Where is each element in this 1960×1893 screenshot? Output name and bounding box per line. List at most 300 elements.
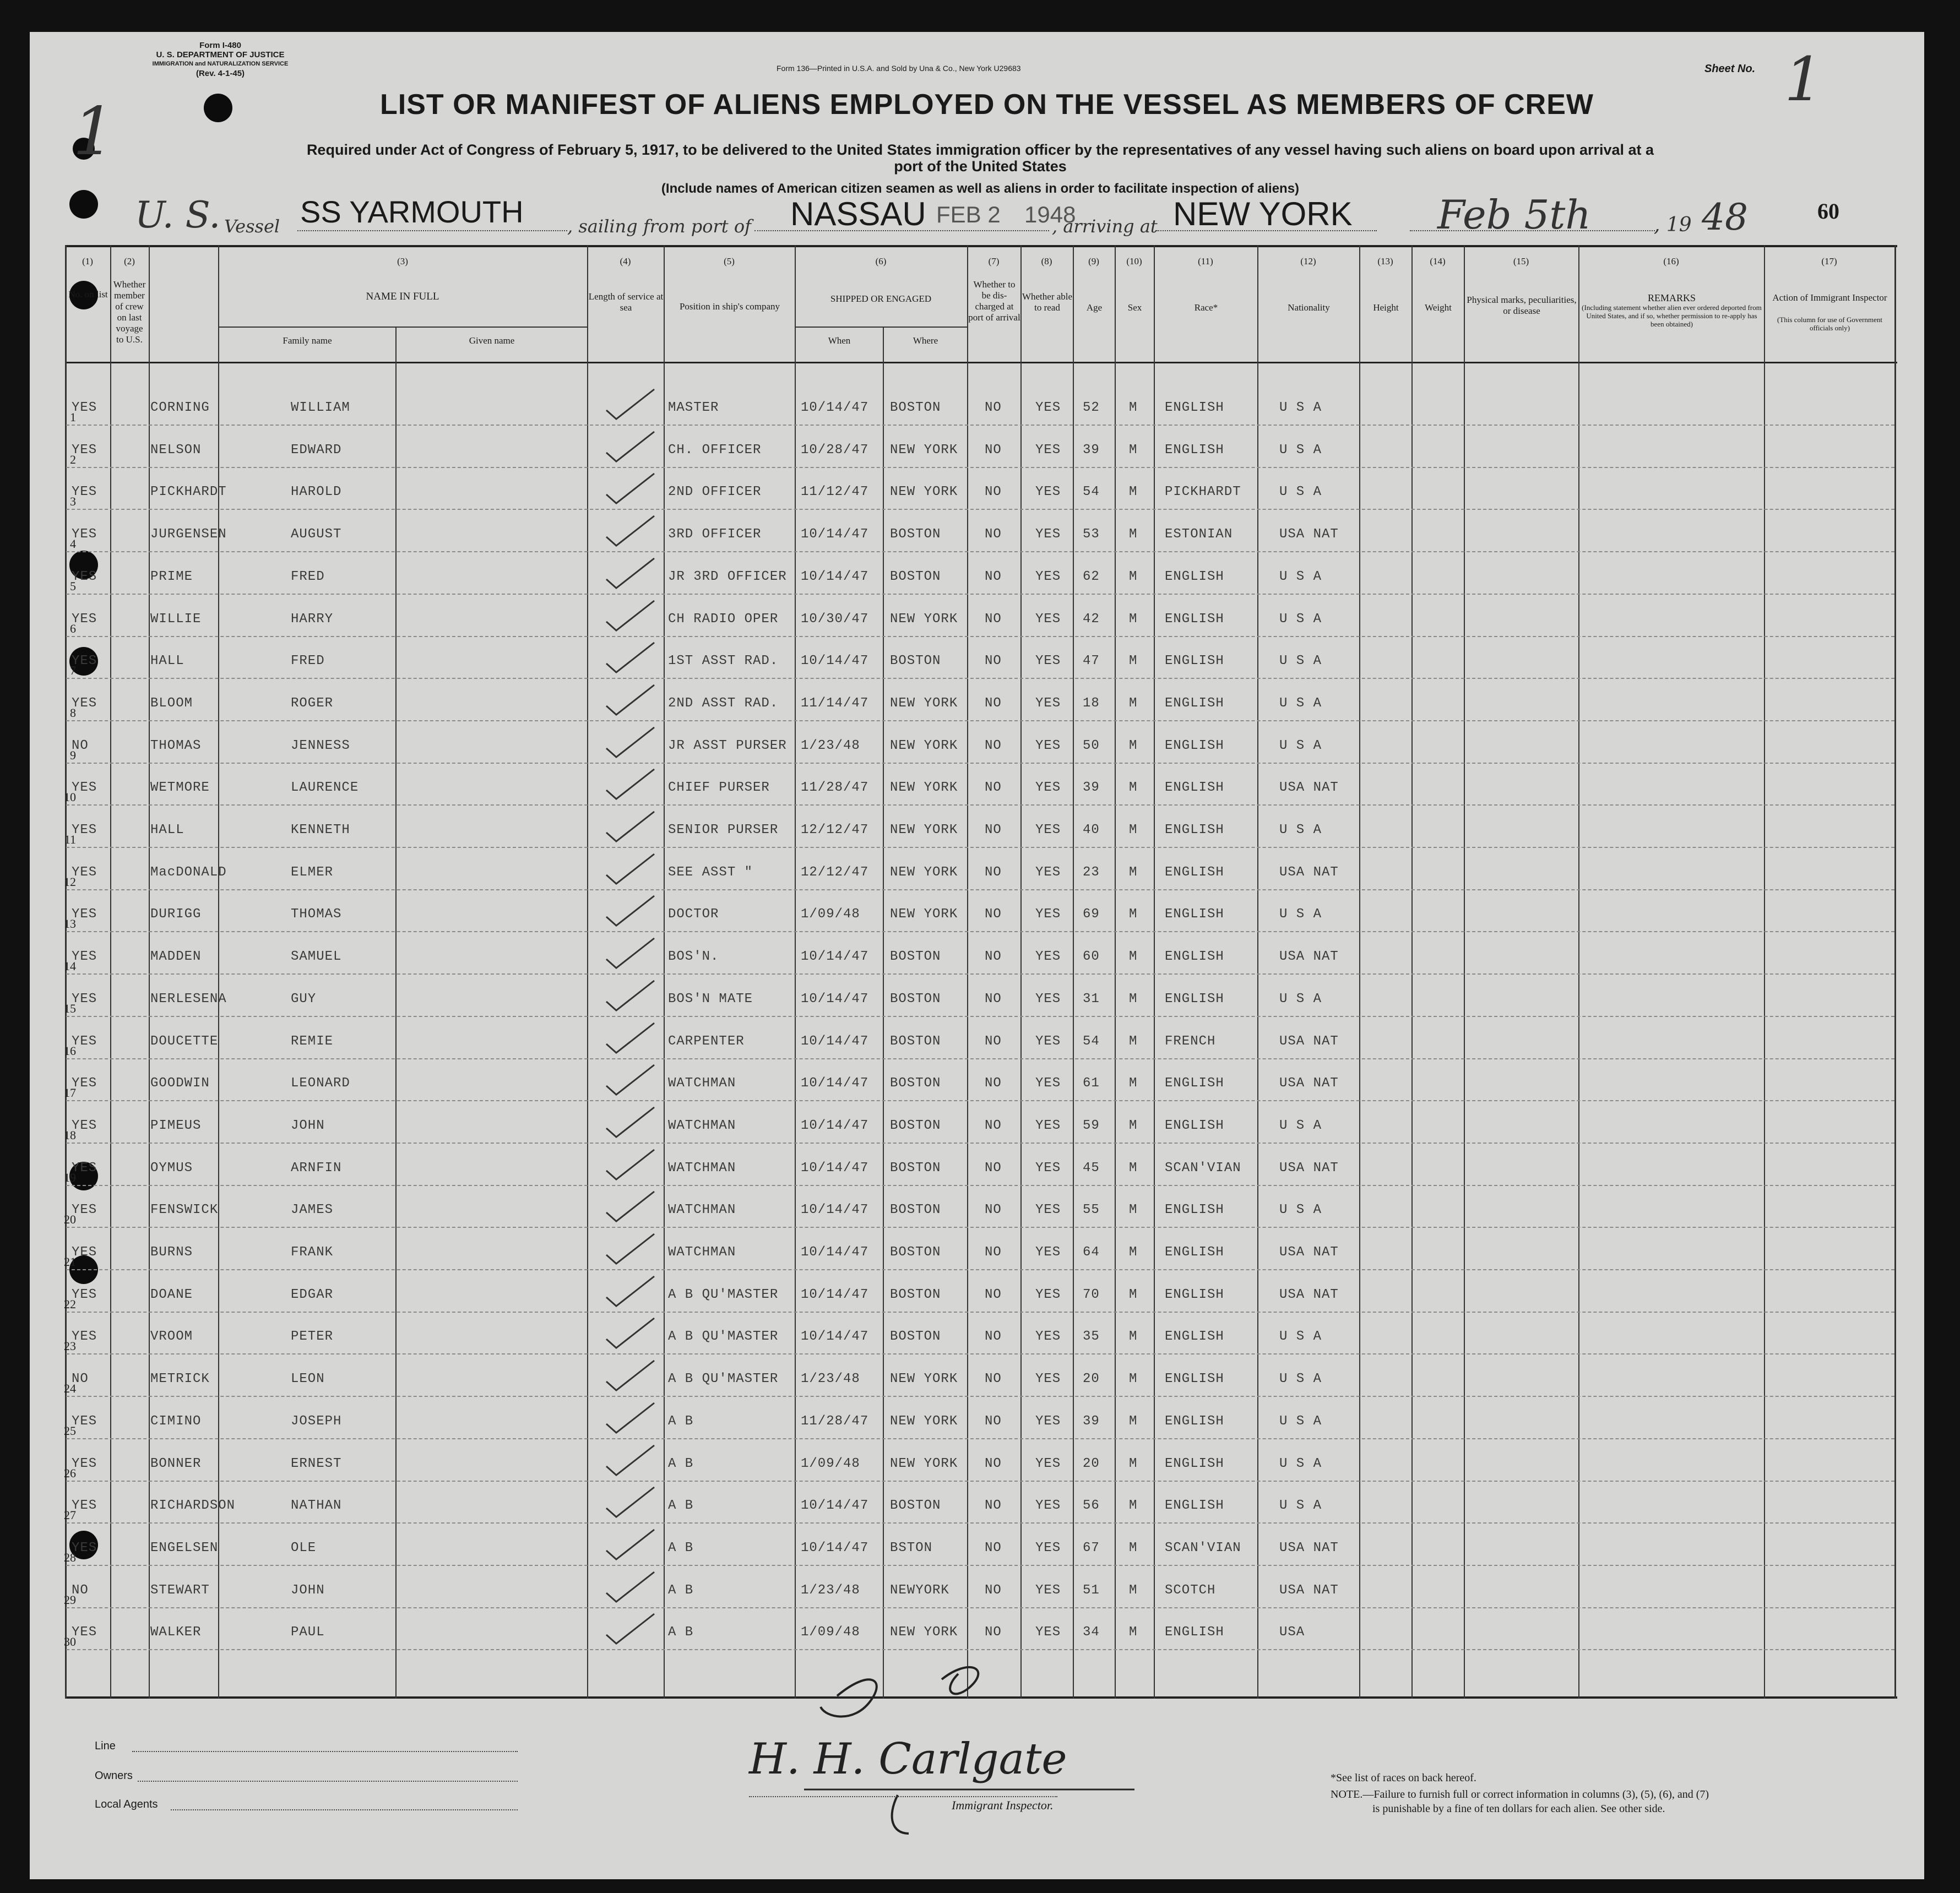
table-row <box>65 637 1897 679</box>
cell-able-to-read: YES <box>1035 1076 1061 1091</box>
cell-voyage: YES <box>72 1033 97 1049</box>
cell-family-name: DOUCETTE <box>150 1033 219 1049</box>
row-rule <box>66 467 1894 468</box>
cell-given-name: ARNFIN <box>291 1160 342 1176</box>
cell-discharge: NO <box>985 485 1002 500</box>
cell-position: BOS'N. <box>668 949 719 965</box>
check-mark-icon <box>602 725 657 758</box>
check-mark-icon <box>602 1063 657 1096</box>
col-number: (4) <box>620 256 631 266</box>
cell-voyage: YES <box>72 611 97 627</box>
cell-voyage: NO <box>72 1372 89 1387</box>
cell-given-name: SAMUEL <box>291 949 342 965</box>
cell-able-to-read: YES <box>1035 485 1061 500</box>
cell-voyage: YES <box>72 485 97 500</box>
cell-discharge: NO <box>985 1625 1002 1640</box>
cell-race: ENGLISH <box>1165 1372 1224 1387</box>
col-number: (15) <box>1513 256 1529 266</box>
cell-position: 2ND ASST RAD. <box>668 695 779 711</box>
cell-age: 60 <box>1083 949 1100 965</box>
cell-nationality: USA NAT <box>1279 1540 1339 1555</box>
cell-nationality: USA NAT <box>1279 864 1339 880</box>
cell-sex: M <box>1129 1498 1138 1514</box>
cell-position: WATCHMAN <box>668 1118 736 1133</box>
cell-age: 39 <box>1083 1413 1100 1429</box>
cell-shipped-where: BOSTON <box>890 1498 941 1514</box>
table-row <box>65 890 1897 932</box>
vessel-underline <box>297 230 567 231</box>
cell-shipped-where: NEW YORK <box>890 695 958 711</box>
cell-sex: M <box>1129 1203 1138 1218</box>
cell-given-name: FRANK <box>291 1245 334 1260</box>
cell-sex: M <box>1129 1456 1138 1471</box>
header-shipped-engaged: SHIPPED OR ENGAGED <box>830 293 932 304</box>
table-row <box>65 1355 1897 1397</box>
cell-nationality: U S A <box>1279 991 1322 1007</box>
port-from-underline <box>754 230 1049 231</box>
cell-given-name: EDWARD <box>291 442 342 458</box>
row-number: 27 <box>64 1508 76 1522</box>
table-row <box>65 1144 1897 1186</box>
cell-shipped-when: 1/23/48 <box>801 1372 860 1387</box>
cell-shipped-where: BOSTON <box>890 1076 941 1091</box>
vessel-prefix: U. S. <box>135 194 221 236</box>
cell-sex: M <box>1129 991 1138 1007</box>
cell-shipped-when: 10/14/47 <box>801 1498 869 1514</box>
cell-voyage: YES <box>72 991 97 1007</box>
header-no-on-list: No. on list <box>68 289 108 300</box>
check-mark-icon <box>602 1147 657 1181</box>
table-row <box>65 1482 1897 1524</box>
cell-able-to-read: YES <box>1035 1498 1061 1514</box>
cell-shipped-when: 1/09/48 <box>801 1456 860 1471</box>
cell-nationality: USA NAT <box>1279 1033 1339 1049</box>
cell-discharge: NO <box>985 1076 1002 1091</box>
row-number: 28 <box>64 1550 76 1564</box>
check-mark-icon <box>602 809 657 842</box>
cell-family-name: FENSWICK <box>150 1203 219 1218</box>
agents-label: Local Agents <box>95 1798 158 1810</box>
cell-discharge: NO <box>985 1413 1002 1429</box>
cell-discharge: NO <box>985 780 1002 796</box>
cell-shipped-when: 10/30/47 <box>801 611 869 627</box>
header-remarks: REMARKS <box>1647 292 1696 303</box>
name-subheader-rule <box>218 327 587 328</box>
cell-age: 51 <box>1083 1582 1100 1598</box>
cell-given-name: GUY <box>291 991 317 1007</box>
punch-hole <box>204 94 232 122</box>
cell-family-name: HALL <box>150 823 184 837</box>
cell-given-name: JOHN <box>291 1118 325 1133</box>
form-number: Form I-480 <box>199 41 241 50</box>
cell-voyage: YES <box>72 1456 97 1471</box>
cell-able-to-read: YES <box>1035 1582 1061 1598</box>
check-mark-icon <box>602 683 657 716</box>
cell-nationality: U S A <box>1279 695 1322 711</box>
cell-shipped-when: 10/14/47 <box>801 1076 869 1091</box>
cell-voyage: YES <box>72 907 97 922</box>
cell-sex: M <box>1129 654 1138 669</box>
cell-nationality: USA NAT <box>1279 949 1339 965</box>
cell-race: ENGLISH <box>1165 654 1224 669</box>
cell-family-name: WILLIE <box>150 611 202 627</box>
cell-race: ENGLISH <box>1165 1625 1224 1640</box>
printer-note: Form 136—Printed in U.S.A. and Sold by Una & Co., New York U29683 <box>777 64 1021 73</box>
cell-discharge: NO <box>985 695 1002 711</box>
cell-shipped-where: BOSTON <box>890 1203 941 1218</box>
cell-age: 55 <box>1083 1203 1100 1218</box>
header-height: Height <box>1373 302 1399 313</box>
cell-race: ENGLISH <box>1165 991 1224 1007</box>
cell-shipped-when: 10/14/47 <box>801 1118 869 1133</box>
cell-family-name: GOODWIN <box>150 1076 210 1091</box>
cell-able-to-read: YES <box>1035 823 1061 837</box>
cell-able-to-read: YES <box>1035 654 1061 669</box>
row-rule <box>66 804 1894 806</box>
cell-voyage: YES <box>72 1076 97 1091</box>
cell-voyage: YES <box>72 1203 97 1218</box>
year-prefix: , 19 <box>1654 214 1692 236</box>
cell-shipped-where: BSTON <box>890 1540 933 1555</box>
cell-family-name: THOMAS <box>150 738 202 753</box>
check-mark-icon <box>602 1232 657 1265</box>
cell-position: A B <box>668 1625 694 1640</box>
row-rule <box>66 1016 1894 1017</box>
cell-nationality: U S A <box>1279 654 1322 669</box>
row-number: 10 <box>64 790 76 804</box>
signature-underline <box>749 1796 1057 1797</box>
cell-voyage: YES <box>72 1329 97 1345</box>
cell-sex: M <box>1129 695 1138 711</box>
table-row <box>65 553 1897 595</box>
cell-sex: M <box>1129 780 1138 796</box>
cell-discharge: NO <box>985 823 1002 837</box>
row-rule <box>66 594 1894 595</box>
cell-able-to-read: YES <box>1035 991 1061 1007</box>
cell-age: 59 <box>1083 1118 1100 1133</box>
cell-voyage: YES <box>72 864 97 880</box>
cell-race: ENGLISH <box>1165 442 1224 458</box>
cell-shipped-where: BOSTON <box>890 400 941 415</box>
check-mark-icon <box>602 1570 657 1603</box>
cell-discharge: NO <box>985 1245 1002 1260</box>
table-row <box>65 975 1897 1017</box>
cell-able-to-read: YES <box>1035 1372 1061 1387</box>
cell-nationality: USA NAT <box>1279 527 1339 542</box>
header-race: Race* <box>1194 302 1218 313</box>
table-row <box>65 764 1897 806</box>
cell-family-name: PICKHARDT <box>150 485 227 500</box>
table-row <box>65 595 1897 637</box>
cell-able-to-read: YES <box>1035 1456 1061 1471</box>
row-number: 29 <box>64 1592 76 1607</box>
cell-position: A B <box>668 1456 694 1471</box>
header-discharged: Whether to be dis-charged at port of arrival <box>968 279 1020 323</box>
col-number: (1) <box>82 256 93 266</box>
cell-position: 3RD OFFICER <box>668 527 762 542</box>
cell-given-name: JOSEPH <box>291 1413 342 1429</box>
row-rule <box>66 636 1894 637</box>
row-number: 18 <box>64 1128 76 1142</box>
check-mark-icon <box>602 1274 657 1307</box>
cell-position: WATCHMAN <box>668 1245 736 1260</box>
service-name: IMMIGRATION and NATURALIZATION SERVICE <box>152 61 289 67</box>
cell-given-name: KENNETH <box>291 823 350 837</box>
cell-shipped-when: 1/09/48 <box>801 907 860 922</box>
cell-position: A B <box>668 1413 694 1429</box>
header-physical-marks: Physical marks, peculiarities, or disease <box>1467 295 1577 316</box>
cell-position: BOS'N MATE <box>668 991 753 1007</box>
cell-race: ENGLISH <box>1165 1456 1224 1471</box>
row-number: 13 <box>64 917 76 931</box>
cell-discharge: NO <box>985 1540 1002 1555</box>
header-family-name: Family name <box>283 335 332 346</box>
cell-nationality: U S A <box>1279 823 1322 837</box>
cell-shipped-when: 10/14/47 <box>801 1540 869 1555</box>
cell-family-name: BURNS <box>150 1245 193 1260</box>
cell-discharge: NO <box>985 738 1002 753</box>
cell-family-name: NELSON <box>150 442 202 458</box>
cell-position: CHIEF PURSER <box>668 780 770 796</box>
cell-family-name: ENGELSEN <box>150 1540 219 1555</box>
cell-voyage: YES <box>72 1287 97 1302</box>
row-rule <box>66 1185 1894 1186</box>
table-row <box>65 1228 1897 1270</box>
check-mark-icon <box>602 1612 657 1645</box>
cell-shipped-where: NEW YORK <box>890 442 958 458</box>
check-mark-icon <box>602 767 657 800</box>
cell-shipped-where: NEW YORK <box>890 780 958 796</box>
cell-race: ENGLISH <box>1165 949 1224 965</box>
cell-sex: M <box>1129 823 1138 837</box>
cell-nationality: U S A <box>1279 907 1322 922</box>
cell-voyage: YES <box>72 1160 97 1176</box>
row-number: 1 <box>70 410 76 424</box>
inspector-signature: H. H. Carlgate <box>749 1734 1067 1784</box>
cell-family-name: RICHARDSON <box>150 1498 236 1514</box>
cell-shipped-where: BOSTON <box>890 991 941 1007</box>
table-row <box>65 1186 1897 1228</box>
cell-race: ENGLISH <box>1165 1245 1224 1260</box>
cell-able-to-read: YES <box>1035 1413 1061 1429</box>
cell-family-name: BONNER <box>150 1456 202 1471</box>
cell-sex: M <box>1129 400 1138 415</box>
cell-given-name: OLE <box>291 1540 317 1555</box>
check-mark-icon <box>602 1401 657 1434</box>
cell-shipped-where: NEW YORK <box>890 1372 958 1387</box>
col-number: (10) <box>1126 256 1142 266</box>
cell-age: 52 <box>1083 400 1100 415</box>
cell-age: 35 <box>1083 1329 1100 1345</box>
cell-given-name: FRED <box>291 654 325 669</box>
cell-position: WATCHMAN <box>668 1203 736 1218</box>
row-rule <box>66 720 1894 721</box>
cell-family-name: METRICK <box>150 1372 210 1387</box>
cell-shipped-where: NEW YORK <box>890 738 958 753</box>
table-row <box>65 510 1897 552</box>
cell-sex: M <box>1129 485 1138 500</box>
cell-given-name: HARRY <box>291 611 334 627</box>
cell-sex: M <box>1129 864 1138 880</box>
cell-able-to-read: YES <box>1035 1329 1061 1345</box>
cell-given-name: AUGUST <box>291 527 342 542</box>
cell-nationality: USA <box>1279 1625 1305 1640</box>
cell-nationality: U S A <box>1279 1413 1322 1429</box>
check-mark-icon <box>602 1527 657 1560</box>
cell-discharge: NO <box>985 1203 1002 1218</box>
row-number: 15 <box>64 1001 76 1015</box>
cell-family-name: OYMUS <box>150 1160 193 1176</box>
header-where: Where <box>913 335 938 346</box>
cell-sex: M <box>1129 907 1138 922</box>
cell-discharge: NO <box>985 1287 1002 1302</box>
check-mark-icon <box>602 599 657 632</box>
cell-shipped-where: NEW YORK <box>890 864 958 880</box>
cell-able-to-read: YES <box>1035 1033 1061 1049</box>
cell-shipped-when: 10/14/47 <box>801 1287 869 1302</box>
cell-family-name: DOANE <box>150 1287 193 1302</box>
cell-able-to-read: YES <box>1035 864 1061 880</box>
cell-nationality: U S A <box>1279 442 1322 458</box>
cell-position: A B QU'MASTER <box>668 1329 779 1345</box>
cell-nationality: U S A <box>1279 400 1322 415</box>
cell-given-name: LAURENCE <box>291 780 359 796</box>
cell-age: 56 <box>1083 1498 1100 1514</box>
cell-given-name: FRED <box>291 569 325 584</box>
cell-age: 62 <box>1083 569 1100 584</box>
table-row <box>65 722 1897 764</box>
cell-age: 20 <box>1083 1456 1100 1471</box>
cell-sex: M <box>1129 1625 1138 1640</box>
vessel-label: Vessel <box>224 216 280 237</box>
sailing-label: , sailing from port of <box>567 216 751 237</box>
penalty-note <box>1331 1788 1709 1801</box>
cell-family-name: VROOM <box>150 1329 193 1345</box>
cell-shipped-when: 10/14/47 <box>801 654 869 669</box>
cell-shipped-when: 1/23/48 <box>801 1582 860 1598</box>
check-mark-icon <box>602 936 657 969</box>
header-inspector-note: (This column for use of Government officials only) <box>1777 316 1882 332</box>
col-number: (16) <box>1663 256 1679 266</box>
sheet-number: 1 <box>1784 44 1823 115</box>
header-name-in-full: NAME IN FULL <box>366 291 439 302</box>
race-note: *See list of races on back hereof. <box>1331 1772 1476 1784</box>
row-rule <box>66 1438 1894 1439</box>
stamp-date: FEB 2 <box>936 202 1001 227</box>
col-number: (2) <box>124 256 135 266</box>
table-row <box>65 1059 1897 1101</box>
agents-underline <box>171 1809 518 1810</box>
cell-shipped-when: 10/28/47 <box>801 442 869 458</box>
cell-discharge: NO <box>985 1118 1002 1133</box>
cell-given-name: ROGER <box>291 695 334 711</box>
row-rule <box>66 1649 1894 1650</box>
cell-able-to-read: YES <box>1035 1625 1061 1640</box>
cell-shipped-where: BOSTON <box>890 1287 941 1302</box>
subtitle-line-3: (Include names of American citizen seamen as well as aliens in order to facilitate inspection of aliens) <box>661 181 1300 196</box>
table-row <box>65 426 1897 468</box>
cell-given-name: NATHAN <box>291 1498 342 1514</box>
subtitle-line-1: Required under Act of Congress of February 5, 1917, to be delivered to the United States immigration officer by the representatives of any vessel having such aliens on board upon arrival at a <box>306 142 1654 158</box>
row-rule <box>66 551 1894 552</box>
cell-sex: M <box>1129 1413 1138 1429</box>
cell-shipped-when: 1/09/48 <box>801 1625 860 1640</box>
cell-given-name: PAUL <box>291 1625 325 1640</box>
cell-given-name: WILLIAM <box>291 400 350 415</box>
table-row <box>65 1313 1897 1355</box>
cell-age: 39 <box>1083 780 1100 796</box>
cell-discharge: NO <box>985 1160 1002 1176</box>
check-mark-icon <box>602 1189 657 1222</box>
row-rule <box>66 1481 1894 1482</box>
table-row <box>65 1102 1897 1144</box>
subtitle-line-2: port of the United States <box>894 158 1067 175</box>
row-number: 22 <box>64 1297 76 1311</box>
punch-hole <box>69 190 98 219</box>
cell-discharge: NO <box>985 1582 1002 1598</box>
note-text-2: is punishable by a fine of ten dollars for each alien. See other side. <box>1372 1803 1665 1815</box>
header-remarks-note: (Including statement whether alien ever ordered deported from United States, and if so, whether permission to re-apply has been obtained) <box>1582 303 1762 328</box>
cell-age: 40 <box>1083 823 1100 837</box>
cell-shipped-when: 10/14/47 <box>801 527 869 542</box>
cell-sex: M <box>1129 569 1138 584</box>
table-row <box>65 848 1897 890</box>
arriving-label: , arriving at <box>1052 216 1158 237</box>
check-mark-icon <box>602 852 657 885</box>
cell-voyage: YES <box>72 949 97 965</box>
cell-given-name: PETER <box>291 1329 334 1345</box>
cell-race: ENGLISH <box>1165 569 1224 584</box>
check-mark-icon <box>602 556 657 589</box>
cell-shipped-when: 11/14/47 <box>801 695 869 711</box>
page-count: 60 <box>1817 199 1839 224</box>
crew-table <box>65 245 1897 1699</box>
cell-shipped-when: 10/14/47 <box>801 1245 869 1260</box>
cell-age: 64 <box>1083 1245 1100 1260</box>
cell-given-name: JENNESS <box>291 738 350 753</box>
cell-race: ENGLISH <box>1165 1287 1224 1302</box>
cell-able-to-read: YES <box>1035 400 1061 415</box>
cell-shipped-when: 10/14/47 <box>801 1033 869 1049</box>
check-mark-icon <box>602 514 657 547</box>
cell-age: 54 <box>1083 1033 1100 1049</box>
cell-voyage: YES <box>72 1118 97 1133</box>
cell-voyage: YES <box>72 695 97 711</box>
cell-discharge: NO <box>985 1456 1002 1471</box>
row-rule <box>66 1269 1894 1270</box>
department-name: U. S. DEPARTMENT OF JUSTICE <box>156 50 285 59</box>
cell-given-name: JOHN <box>291 1582 325 1598</box>
cell-sex: M <box>1129 1076 1138 1091</box>
col-number: (17) <box>1821 256 1837 266</box>
shipped-subheader-rule <box>795 327 967 328</box>
row-number: 17 <box>64 1086 76 1100</box>
header-sex: Sex <box>1127 302 1142 313</box>
row-number: 19 <box>64 1170 76 1184</box>
cell-nationality: U S A <box>1279 1372 1322 1387</box>
cell-sex: M <box>1129 1329 1138 1345</box>
row-rule <box>66 1227 1894 1228</box>
form-revision: (Rev. 4-1-45) <box>196 69 245 78</box>
cell-shipped-when: 11/28/47 <box>801 1413 869 1429</box>
row-rule <box>66 1522 1894 1524</box>
table-row <box>65 933 1897 975</box>
cell-shipped-where: NEW YORK <box>890 1456 958 1471</box>
table-row <box>65 1440 1897 1482</box>
cell-shipped-where: BOSTON <box>890 569 941 584</box>
cell-able-to-read: YES <box>1035 738 1061 753</box>
row-number: 6 <box>70 621 76 635</box>
